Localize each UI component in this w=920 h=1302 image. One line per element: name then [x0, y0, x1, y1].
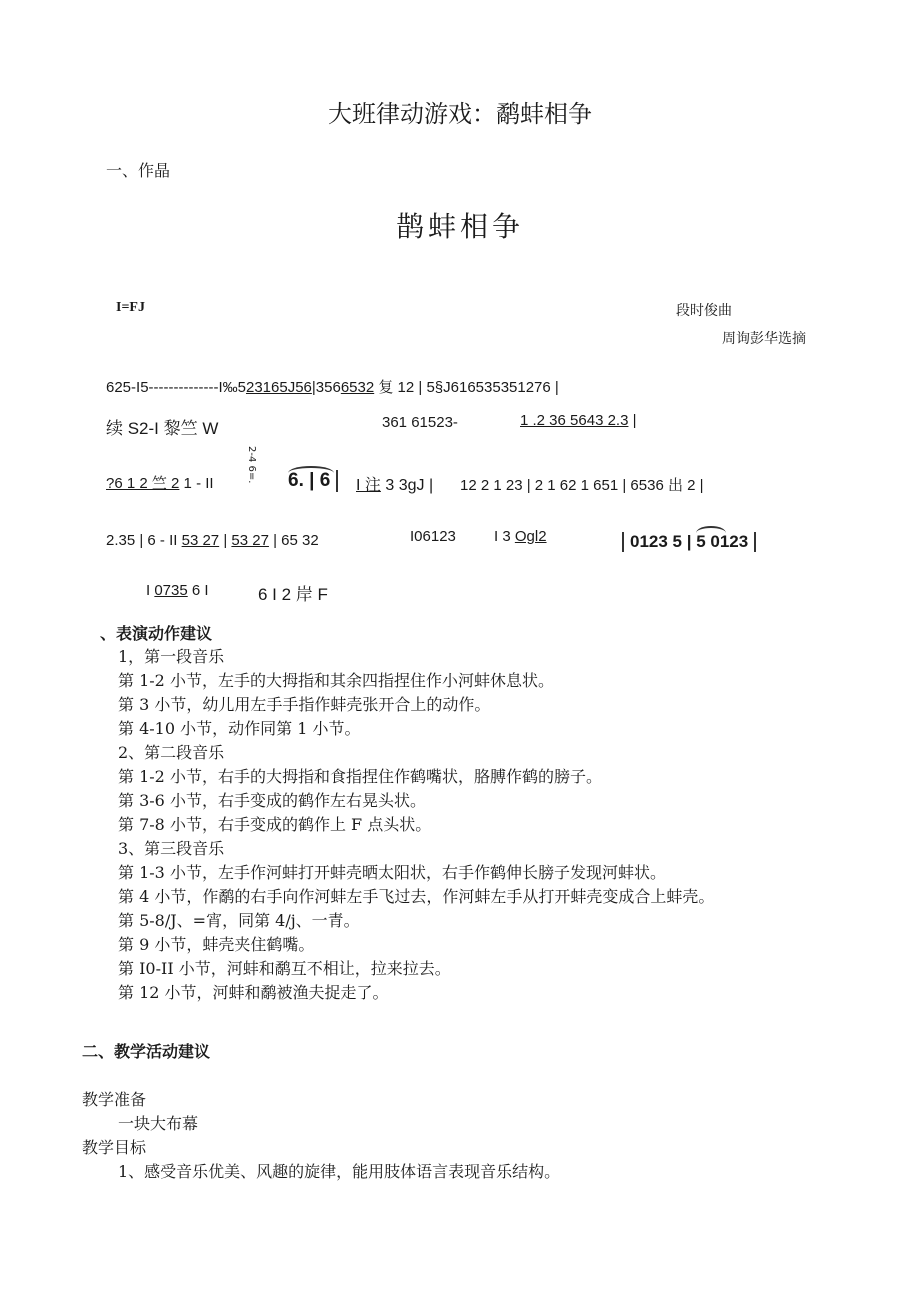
- prep-heading: 教学准备: [82, 1090, 147, 1109]
- score-segment: I 注: [356, 477, 381, 494]
- score-segment: I: [146, 582, 155, 599]
- performance-line: 第 1-2 小节，右手的大拇指和食指捏住作鹤嘴状，胳膊作鹤的膀子。: [118, 767, 602, 786]
- performance-line: 3、第三段音乐: [118, 839, 225, 858]
- song-title: 鹊蚌相争: [395, 210, 524, 243]
- song-composer: 段时俊曲: [676, 303, 732, 319]
- score-line-1: [106, 376, 559, 397]
- score-vertical-note: 2-4 6=.: [246, 446, 257, 484]
- performance-line: 第 12 小节，河蚌和鹬被渔夫捉走了。: [118, 983, 389, 1002]
- score-segment: 6 I: [187, 582, 209, 599]
- score-segment: 0735: [154, 582, 188, 599]
- score-segment: ?6 1 2 竺 2: [106, 475, 180, 492]
- score-line-3-mid: [356, 472, 433, 495]
- performance-line: 2、第二段音乐: [118, 743, 225, 762]
- score-segment: 3 3gJ |: [380, 477, 434, 494]
- performance-line: 第 1-2 小节，左手的大拇指和其余四指捏住作小河蚌休息状。: [118, 671, 554, 690]
- goal-heading: 教学目标: [82, 1138, 147, 1157]
- goal-item: 1、感受音乐优美、风趣的旋律，能用肢体语言表现音乐结构。: [118, 1162, 561, 1181]
- score-line-3-right: 12 2 1 23 | 2 1 62 1 651 | 6536 出 2 |: [460, 477, 704, 494]
- performance-line: 第 4-10 小节，动作同第 1 小节。: [118, 719, 361, 738]
- performance-line: 第 1-3 小节，左手作河蚌打开蚌壳晒太阳状，右手作鹤伸长膀子发现河蚌状。: [118, 863, 666, 882]
- score-segment: 2.35 | 6 - II: [106, 532, 182, 549]
- performance-list: [118, 645, 714, 1005]
- score-segment: |356: [311, 379, 341, 396]
- performance-line: 第 9 小节，蚌壳夹住鹤嘴。: [118, 935, 315, 954]
- score-line-2-mid: 361 61523-: [382, 414, 458, 431]
- score-segment: 6. | 6: [282, 470, 338, 492]
- performance-line: 1，第一段音乐: [118, 647, 225, 666]
- score-segment: I 3: [494, 528, 515, 545]
- performance-line: 第 3 小节，幼儿用左手手指作蚌壳张开合上的动作。: [118, 695, 491, 714]
- score-line-2-right: [520, 412, 637, 429]
- performance-line: 第 I0-II 小节，河蚌和鹬互不相让，拉来拉去。: [118, 959, 451, 978]
- score-line-4-mid: I06123: [410, 528, 456, 545]
- performance-line: 第 7-8 小节，右手变成的鹤作上 F 点头状。: [118, 815, 432, 834]
- score-segment: Ogl2: [514, 528, 547, 545]
- score-segment: 23165J56: [245, 379, 312, 396]
- score-segment: |: [219, 532, 232, 549]
- performance-line: 第 3-6 小节，右手变成的鹤作左右晃头状。: [118, 791, 426, 810]
- score-line-5-right: 6 I 2 岸 F: [258, 585, 328, 604]
- score-line-4-mid2: [494, 528, 547, 545]
- score-segment: 53 27: [231, 532, 269, 549]
- score-segment: 1 - II: [179, 475, 214, 492]
- score-line-5-left: [146, 582, 209, 599]
- document-title: 大班律动游戏：鹬蚌相争: [328, 100, 592, 128]
- score-segment: 0123 5 | 5 0123: [622, 532, 756, 552]
- song-key: I=FJ: [116, 300, 145, 315]
- section-heading-performance: 、表演动作建议: [100, 624, 213, 643]
- section-heading-works: 一、作晶: [106, 161, 171, 180]
- performance-line: 第 4 小节，作鹬的右手向作河蚌左手飞过去，作河蚌左手从打开蚌壳变成合上蚌壳。: [118, 887, 715, 906]
- prep-item: 一块大布幕: [118, 1114, 199, 1133]
- performance-line: 第 5-8/J、=宵，同第 4/j、一青。: [118, 911, 360, 930]
- score-line-4-left: [106, 532, 319, 549]
- score-segment: 复 12 | 5§J616535351276 |: [374, 379, 559, 396]
- score-line-2-left: 续 S2-I 黎竺 W: [106, 419, 219, 438]
- score-line-3-left: [106, 472, 214, 493]
- score-segment: 6532: [340, 379, 375, 396]
- score-boxed-notes: [282, 470, 338, 492]
- score-segment: 53 27: [181, 532, 220, 549]
- score-boxed-phrase: [622, 532, 756, 552]
- score-segment: 625-I5--------------I‰5: [106, 379, 246, 396]
- score-segment: 1 .2 36 5643 2.3: [520, 412, 629, 429]
- score-segment: | 65 32: [268, 532, 319, 549]
- score-segment: |: [628, 412, 637, 429]
- song-selector: 周询彭华选摘: [722, 331, 806, 347]
- performance-suggestions: [118, 645, 714, 1005]
- section-heading-teaching: 二、教学活动建议: [82, 1042, 211, 1061]
